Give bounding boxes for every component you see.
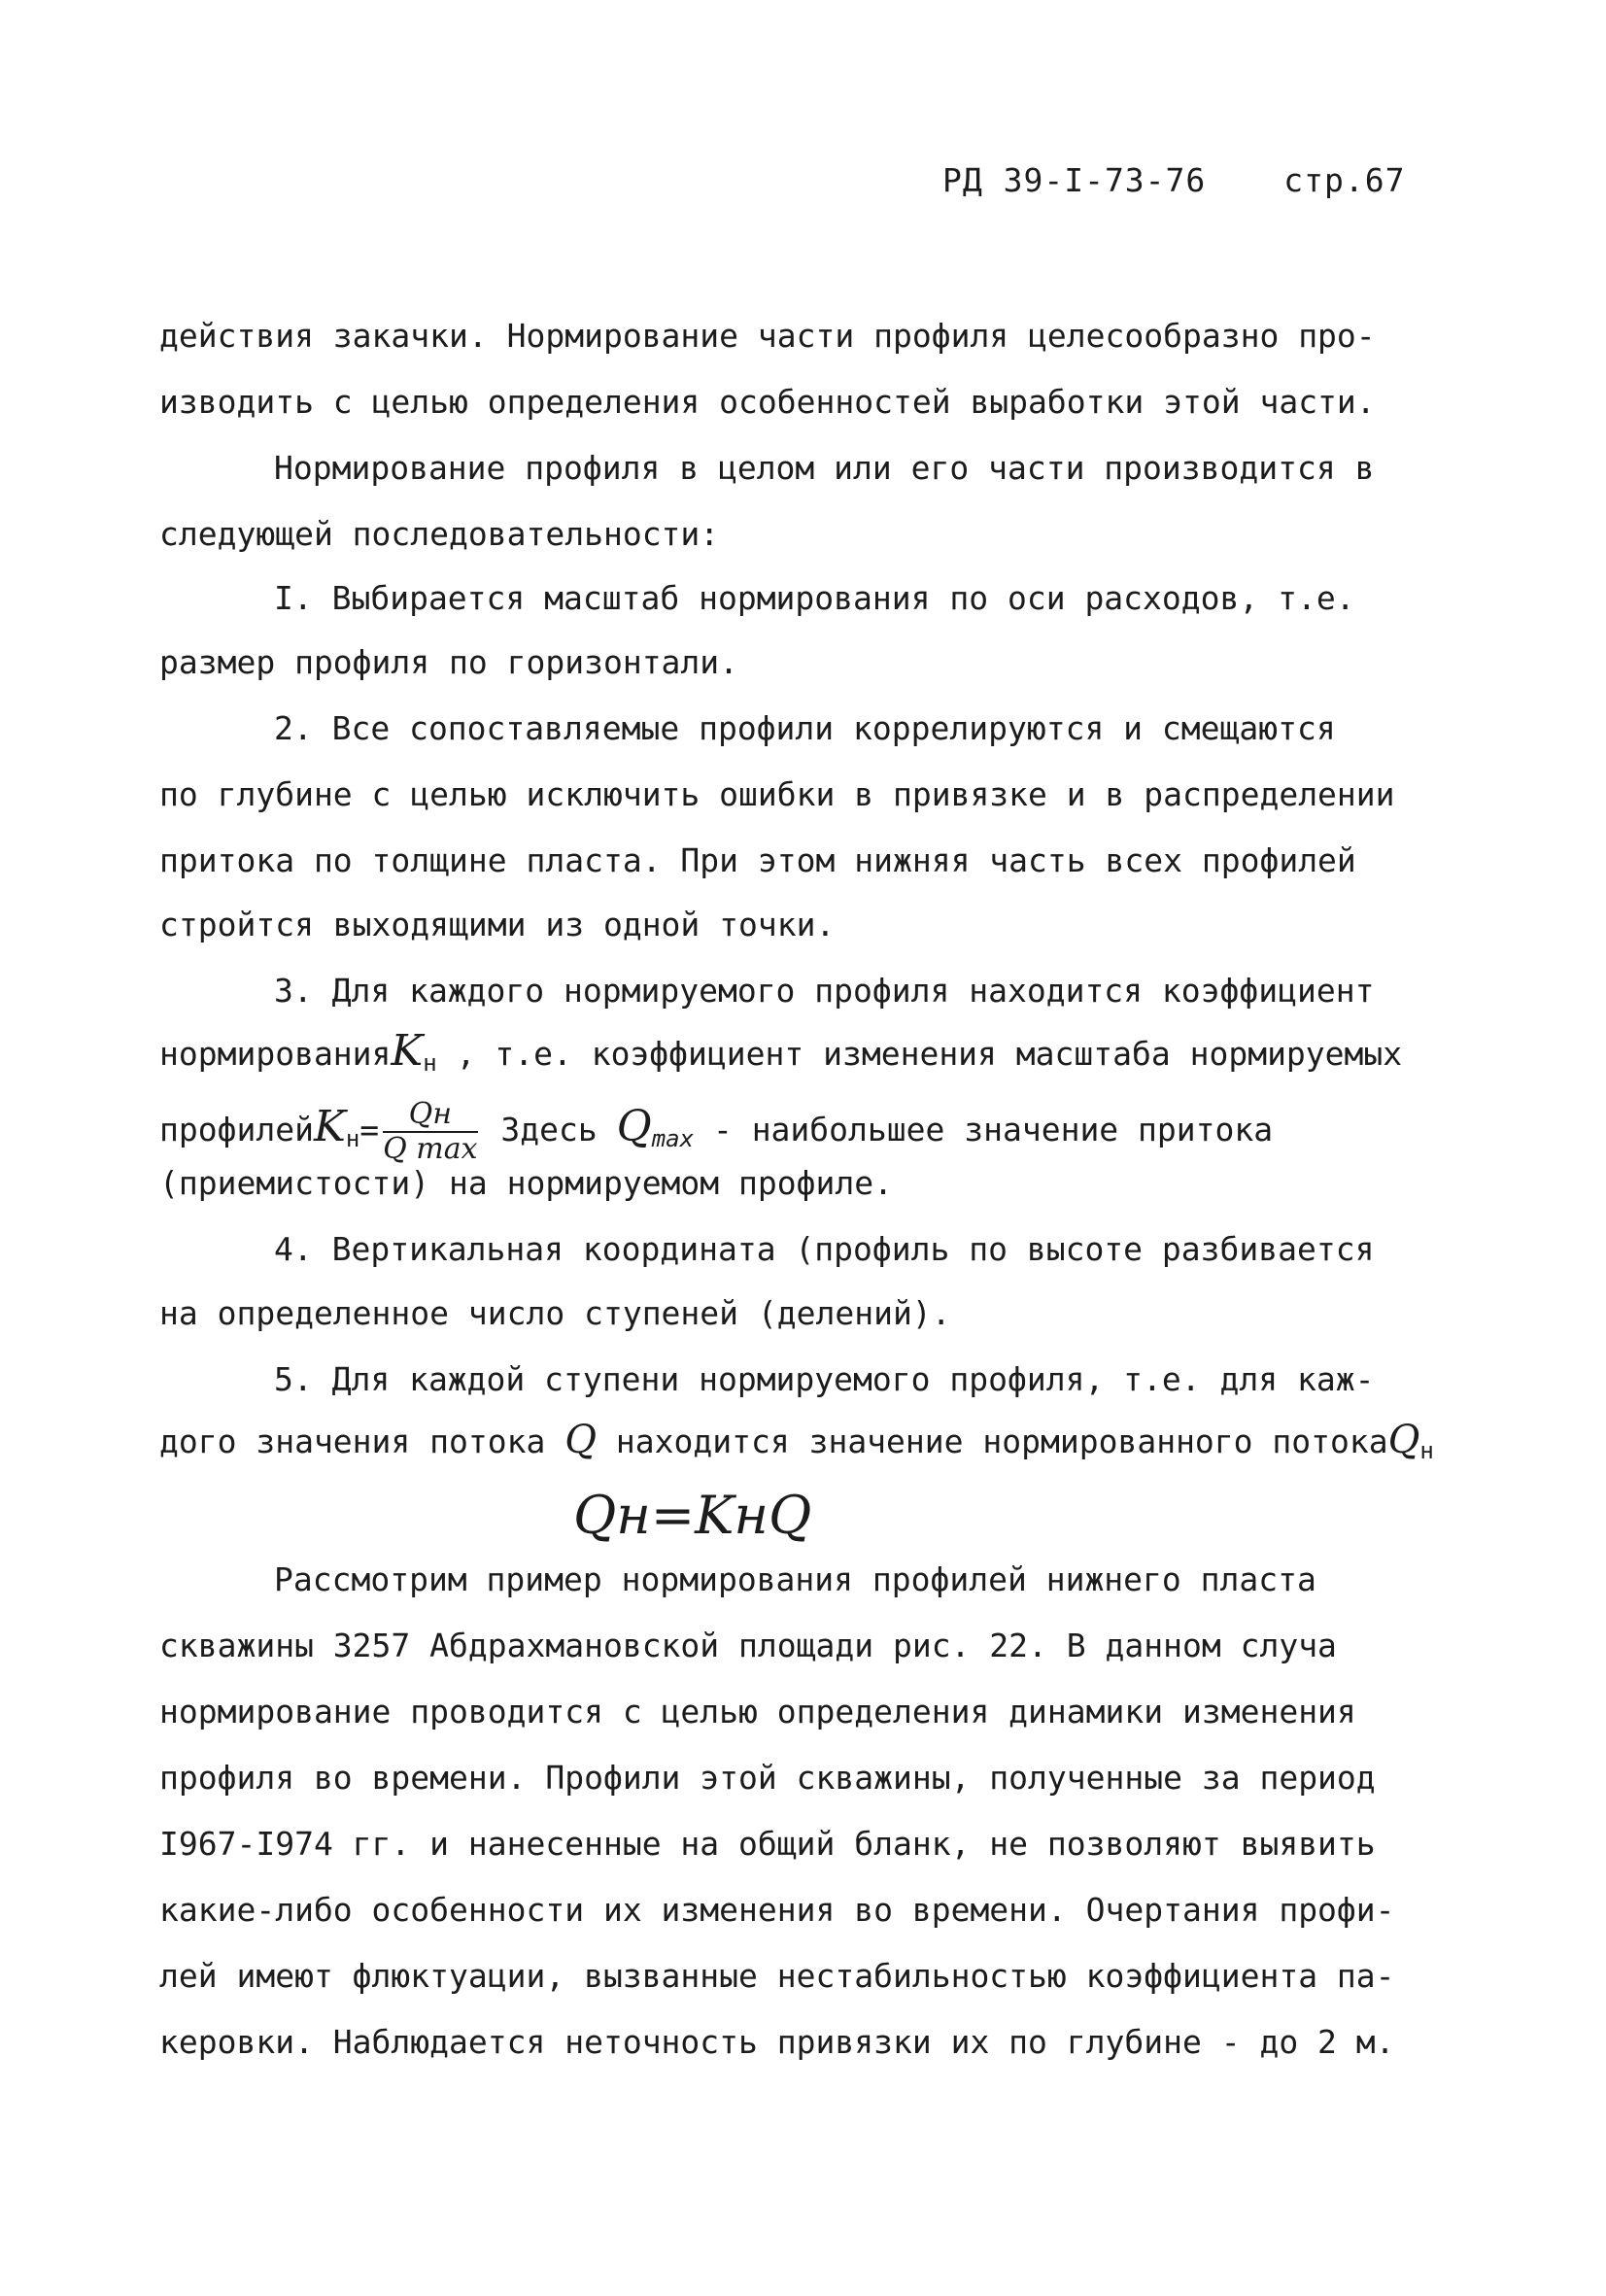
fraction-denominator: Q max xyxy=(383,1131,478,1166)
symbol-k: K xyxy=(313,1102,346,1151)
page-number: стр.67 xyxy=(1283,161,1406,199)
text-line-k: нормированияK$_н$ , т.е. коэффициент изменения масштаба нормируемых xyxy=(159,1026,1403,1077)
text-line: скважины 3257 Абдрахмановской площади рис. 22. В данном случа xyxy=(159,1627,1337,1664)
symbol-qn: Q xyxy=(1387,1418,1420,1462)
symbol-q: Q xyxy=(616,1102,652,1151)
text-line: 2. Все сопоставляемые профили коррелируются и смещаются xyxy=(274,709,1336,747)
text-line: размер профиля по горизонтали. xyxy=(159,643,739,681)
text-line: 5. Для каждой ступени нормируемого профиля, т.е. для каж- xyxy=(274,1360,1375,1398)
text-line-q: дого значения потока Q находится значение нормированного потокаQ$_н$ xyxy=(159,1418,1434,1464)
text-line: какие-либо особенности их изменения во времени. Очертания профи- xyxy=(159,1891,1395,1929)
page-header xyxy=(942,161,1406,199)
text-line: лей имеют флюктуации, вызванные нестабильностью коэффициента па- xyxy=(159,1957,1395,1995)
fraction xyxy=(383,1098,477,1166)
text-line: следующей последовательности: xyxy=(159,515,720,553)
text-line: 3. Для каждого нормируемого профиля находится коэффициент xyxy=(274,972,1375,1010)
text-line: Рассмотрим пример нормирования профилей нижнего пласта xyxy=(274,1560,1316,1598)
symbol-q: Q xyxy=(564,1418,598,1462)
text-line: притока по толщине пласта. При этом нижняя часть всех профилей xyxy=(159,841,1356,879)
text-line-fraction: профилейK$_н$= $\frac{Qн}{\text{Q max}}$ Здесь $Q_{max}$ - наибольшее значение притока xyxy=(159,1096,1274,1166)
text-line: профиля во времени. Профили этой скважины, полученные за период xyxy=(159,1759,1376,1797)
text-line: стройтся выходящими из одной точки. xyxy=(159,906,836,943)
fraction-numerator: Qн xyxy=(383,1098,477,1133)
text-line: керовки. Наблюдается неточность привязки их по глубине - до 2 м. xyxy=(159,2023,1395,2061)
text-line: I967-I974 гг. и нанесенные на общий бланк, не позволяют выявить xyxy=(159,1825,1376,1863)
text-line: Нормирование профиля в целом или его части производится в xyxy=(274,449,1375,487)
text-line: (приемистости) на нормируемом профиле. xyxy=(159,1164,893,1202)
doc-id: РД 39-I-73-76 xyxy=(942,161,1207,199)
text-line: I. Выбирается масштаб нормирования по оси расходов, т.е. xyxy=(274,579,1355,617)
text-line: 4. Вертикальная координата (профиль по высоте разбивается xyxy=(274,1230,1375,1268)
text-line: по глубине с целью исключить ошибки в привязке и в распределении xyxy=(159,775,1395,813)
text-line: на определенное число ступеней (делений). xyxy=(159,1294,951,1332)
text-line: действия закачки. Нормирование части профиля целесообразно про- xyxy=(159,317,1376,355)
text-line: изводить с целью определения особенностей выработки этой части. xyxy=(159,383,1376,421)
formula: Qн=KнQ xyxy=(573,1485,812,1546)
symbol-k: K xyxy=(391,1026,424,1076)
text-line: нормирование проводится с целью определения динамики изменения xyxy=(159,1693,1356,1731)
